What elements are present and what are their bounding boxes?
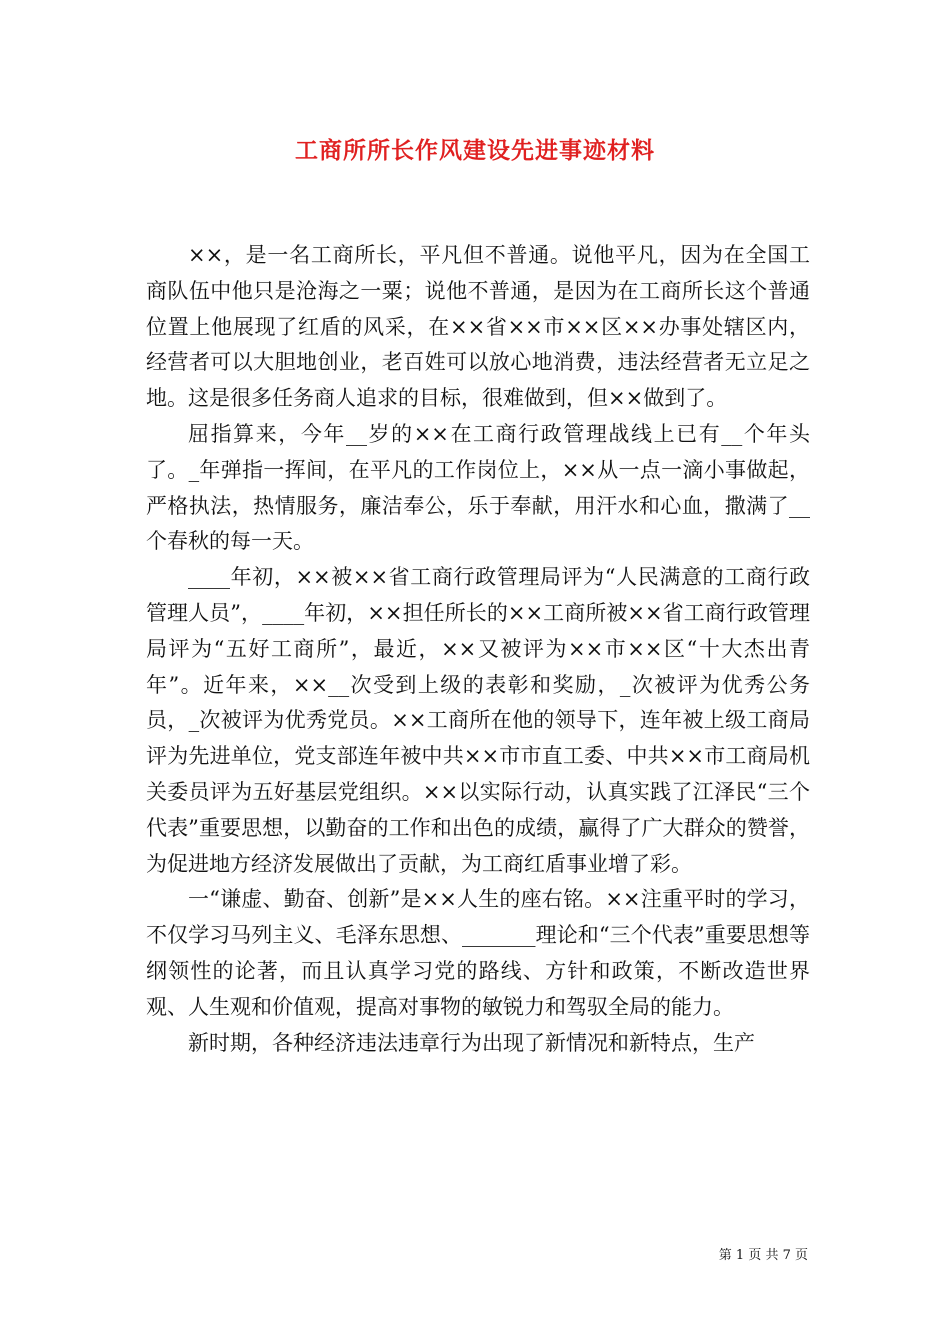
document-title: 工商所所长作风建设先进事迹材料 [295, 137, 655, 164]
paragraph-2: 屈指算来，今年__岁的××在工商行政管理战线上已有__个年头了。_年弹指一挥间，在平凡的工作岗位上，××从一点一滴小事做起，严格执法，热情服务，廉洁奉公，乐于奉献，用汗水和心血，撒满了__个春秋的每一天。 [146, 421, 810, 554]
document-body [146, 238, 810, 1061]
paragraph-4: 一“谦虚、勤奋、创新”是××人生的座右铭。××注重平时的学习，不仅学习马列主义、毛泽东思想、_______理论和“三个代表”重要思想等纲领性的论著，而且认真学习党的路线、方针和政策，不断改造世界观、人生观和价值观，提高对事物的敏锐力和驾驭全局的能力。 [146, 887, 810, 1019]
paragraph-1: ××，是一名工商所长，平凡但不普通。说他平凡，因为在全国工商队伍中他只是沧海之一粟；说他不普通，是因为在工商所长这个普通位置上他展现了红盾的风采，在××省××市××区××办事处辖区内，经营者可以大胆地创业，老百姓可以放心地消费，违法经营者无立足之地。这是很多任务商人追求的目标，很难做到，但××做到了。 [146, 243, 810, 411]
paragraph-5: 新时期，各种经济违法违章行为出现了新情况和新特点，生产 [188, 1030, 755, 1055]
paragraph-3: ____年初，××被××省工商行政管理局评为“人民满意的工商行政管理人员”，____年初，××担任所长的××工商所被××省工商行政管理局评为“五好工商所”，最近，××又被评为××市××区“十大杰出青年”。近年来，××__次受到上级的表彰和奖励，_次被评为优秀公务员，_次被评为优秀党员。××工商所在他的领导下，连年被上级工商局评为先进单位，党支部连年被中共××市市直工委、中共××市工商局机关委员评为五好基层党组织。××以实际行动，认真实践了江泽民“三个代表”重要思想，以勤奋的工作和出色的成绩，赢得了广大群众的赞誉，为促进地方经济发展做出了贡献，为工商红盾事业增了彩。 [146, 565, 810, 876]
page-number-footer: 第 1 页 共 7 页 [718, 1248, 808, 1263]
